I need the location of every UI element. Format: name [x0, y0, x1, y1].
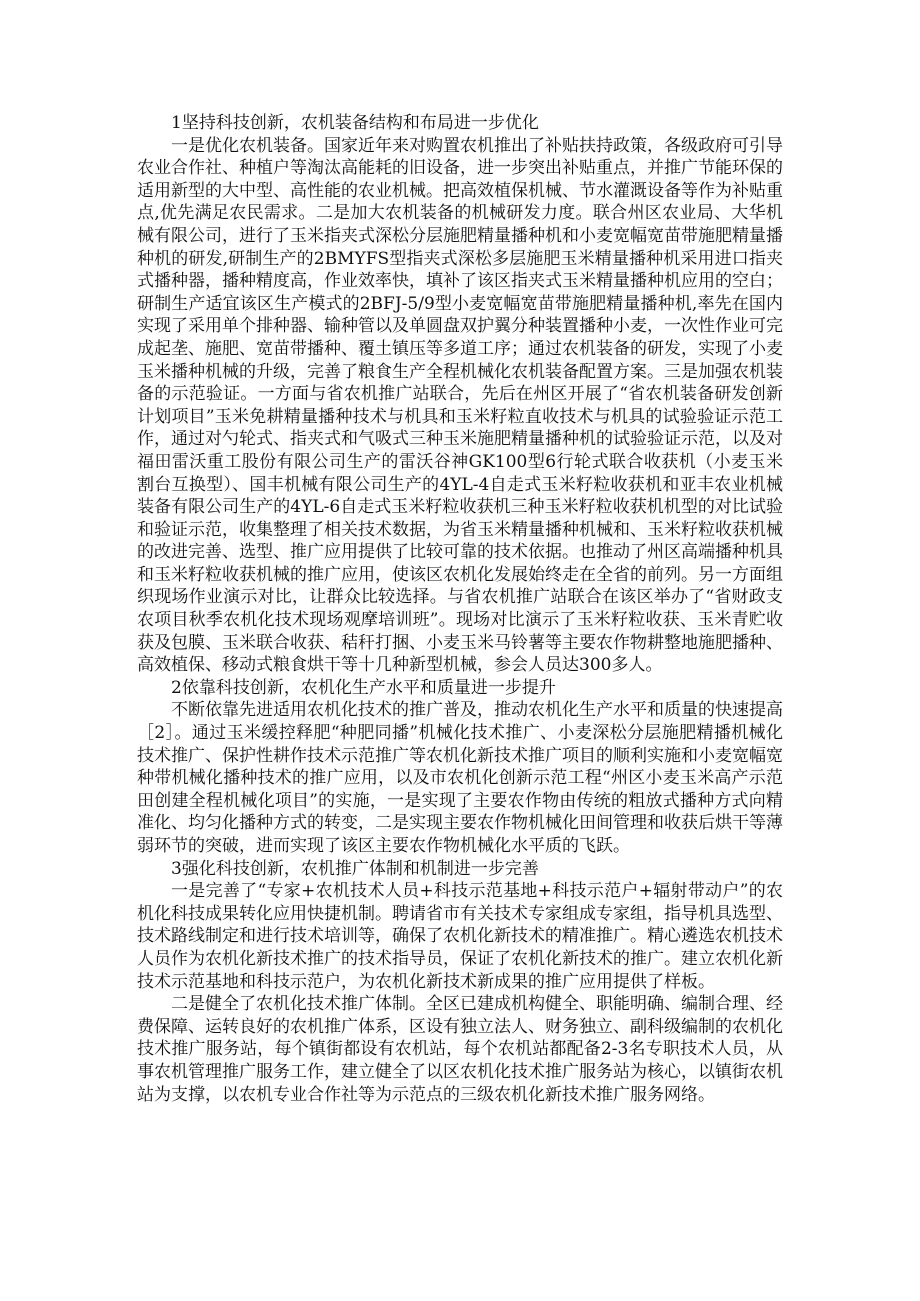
section-1-paragraph-1: 一是优化农机装备。国家近年来对购置农机推出了补贴扶持政策，各级政府可引导农业合作社、种植户等淘汰高能耗的旧设备，进一步突出补贴重点，并推广节能环保的适用新型的大中型、高性能的农业机械。把高效植保机械、节水灌溉设备等作为补贴重点,优先满足农民需求。二是加大农机装备的机械研发力度。联合州区农业局、大华机械有限公司，进行了玉米指夹式深松分层施肥精量播种机和小麦宽幅宽苗带施肥精量播种机的研发,研制生产的2BMYFS型指夹式深松多层施肥玉米精量播种机采用进口指夹式播种器，播种精度高，作业效率快，填补了该区指夹式玉米精量播种机应用的空白；研制生产适宜该区生产模式的2BFJ-5/9型小麦宽幅宽苗带施肥精量播种机,率先在国内实现了采用单个排种器、输种管以及单圆盘双护翼分种装置播种小麦，一次性作业可完成起垄、施肥、宽苗带播种、覆土镇压等多道工序；通过农机装备的研发，实现了小麦玉米播种机械的升级，完善了粮食生产全程机械化农机装备配置方案。三是加强农机装备的示范验证。一方面与省农机推广站联合，先后在州区开展了“省农机装备研发创新计划项目”玉米免耕精量播种技术与机具和玉米籽粒直收技术与机具的试验验证示范工作，通过对勺轮式、指夹式和气吸式三种玉米施肥精量播种机的试验验证示范，以及对福田雷沃重工股份有限公司生产的雷沃谷神GK100型6行轮式联合收获机（小麦玉米割台互换型）、国丰机械有限公司生产的4YL-4自走式玉米籽粒收获机和亚丰农业机械装备有限公司生产的4YL-6自走式玉米籽粒收获机三种玉米籽粒收获机机型的对比试验和验证示范，收集整理了相关技术数据，为省玉米精量播种机械和、玉米籽粒收获机械的改进完善、选型、推广应用提供了比较可靠的技术依据。也推动了州区高端播种机具和玉米籽粒收获机械的推广应用，使该区农机化发展始终走在全省的前列。另一方面组织现场作业演示对比，让群众比较选择。与省农机推广站联合在该区举办了“省财政支农项目秋季农机化技术现场观摩培训班”。现场对比演示了玉米籽粒收获、玉米青贮收获及包膜、玉米联合收获、秸秆打捆、小麦玉米马铃薯等主要农作物耕整地施肥播种、高效植保、移动式粮食烘干等十几种新型机械，参会人员达300多人。	[137, 135, 783, 676]
section-2-heading: 2依靠科技创新，农机化生产水平和质量进一步提升	[171, 677, 556, 698]
section-1-heading: 1坚持科技创新，农机装备结构和布局进一步优化	[171, 113, 539, 133]
document-page	[137, 112, 783, 1106]
section-3-paragraph-1: 一是完善了“专家+农机技术人员+科技示范基地+科技示范户+辐射带动户”的农机化科技成果转化应用快捷机制。聘请省市有关技术专家组成专家组，指导机具选型、技术路线制定和进行技术培训等，确保了农机化新技术的精准推广。精心遴选农机技术人员作为农机化新技术推广的技术指导员，保证了农机化新技术的推广。建立农机化新技术示范基地和科技示范户，为农机化新技术新成果的推广应用提供了样板。	[137, 881, 783, 992]
section-3-paragraph-2: 二是健全了农机化技术推广体制。全区已建成机构健全、职能明确、编制合理、经费保障、运转良好的农机推广体系，区设有独立法人、财务独立、副科级编制的农机化技术推广服务站，每个镇街都设有农机站，每个农机站都配备2-3名专职技术人员，从事农机管理推广服务工作，建立健全了以区农机化技术推广服务站为核心，以镇街农机站为支撑，以农机专业合作社等为示范点的三级农机化新技术推广服务网络。	[137, 994, 783, 1105]
section-2-paragraph-1: 不断依靠先进适用农机化技术的推广普及，推动农机化生产水平和质量的快速提高［2］。通过玉米缓控释肥“种肥同播”机械化技术推广、小麦深松分层施肥精播机械化技术推广、保护性耕作技术示范推广等农机化新技术推广项目的顺利实施和小麦宽幅宽种带机械化播种技术的推广应用，以及市农机化创新示范工程“州区小麦玉米高产示范田创建全程机械化项目”的实施，一是实现了主要农作物由传统的粗放式播种方式向精准化、均匀化播种方式的转变，二是实现主要农作物机械化田间管理和收获后烘干等薄弱环节的突破，进而实现了该区主要农作物机械化水平质的飞跃。	[137, 700, 783, 856]
section-3-heading: 3强化科技创新，农机推广体制和机制进一步完善	[171, 858, 539, 879]
